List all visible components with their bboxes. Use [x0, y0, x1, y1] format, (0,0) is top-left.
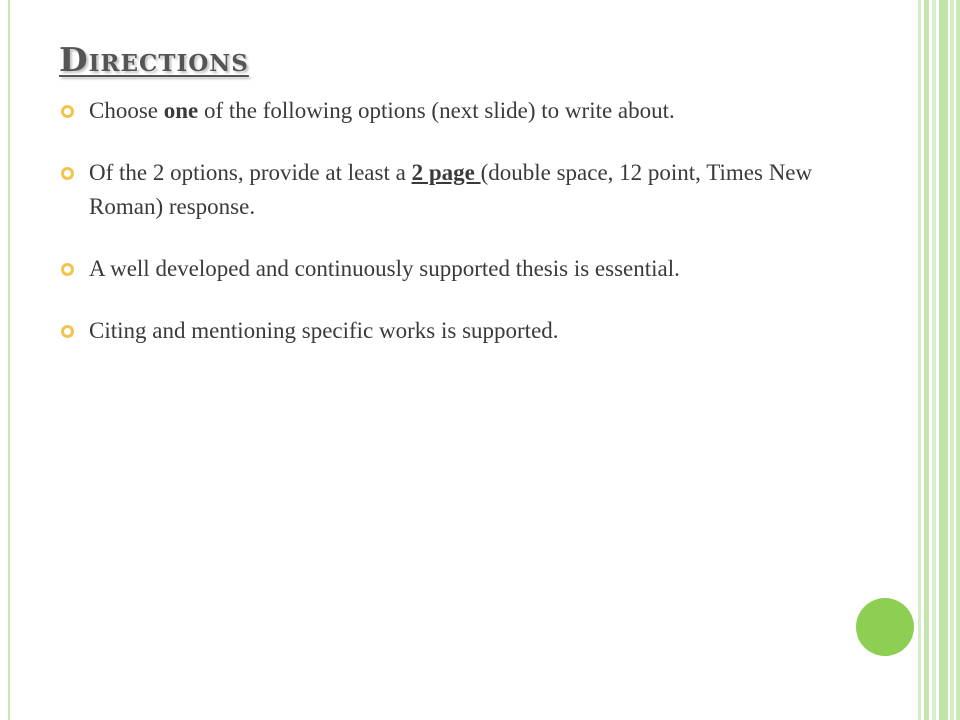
bullet-text: Of the 2 options, provide at least a 2 page (double space, 12 point, Times New Roman) response. [89, 160, 813, 219]
left-border-line [8, 0, 10, 720]
right-stripe [924, 0, 929, 720]
bullet-item [60, 94, 820, 128]
bullet-text: A well developed and continuously supported thesis is essential. [89, 256, 680, 281]
slide-title: Directions [59, 40, 249, 79]
right-stripe [956, 0, 960, 720]
right-stripe [918, 0, 921, 720]
right-stripe [950, 0, 954, 720]
bullet-list [60, 94, 820, 376]
green-circle-decoration [856, 598, 914, 656]
emphasis-one: one [163, 98, 199, 123]
bullet-circle-icon [61, 105, 74, 118]
bullet-circle-icon [61, 167, 74, 180]
bullet-item [60, 156, 820, 224]
right-stripe [939, 0, 948, 720]
bullet-circle-icon [61, 263, 74, 276]
bullet-circle-icon [61, 325, 74, 338]
right-stripe [932, 0, 936, 720]
emphasis-2-page: 2 page [411, 160, 481, 185]
bullet-text: Citing and mentioning specific works is supported. [89, 318, 559, 343]
bullet-item [60, 314, 820, 348]
bullet-item [60, 252, 820, 286]
bullet-text: Choose one of the following options (next slide) to write about. [89, 98, 675, 123]
